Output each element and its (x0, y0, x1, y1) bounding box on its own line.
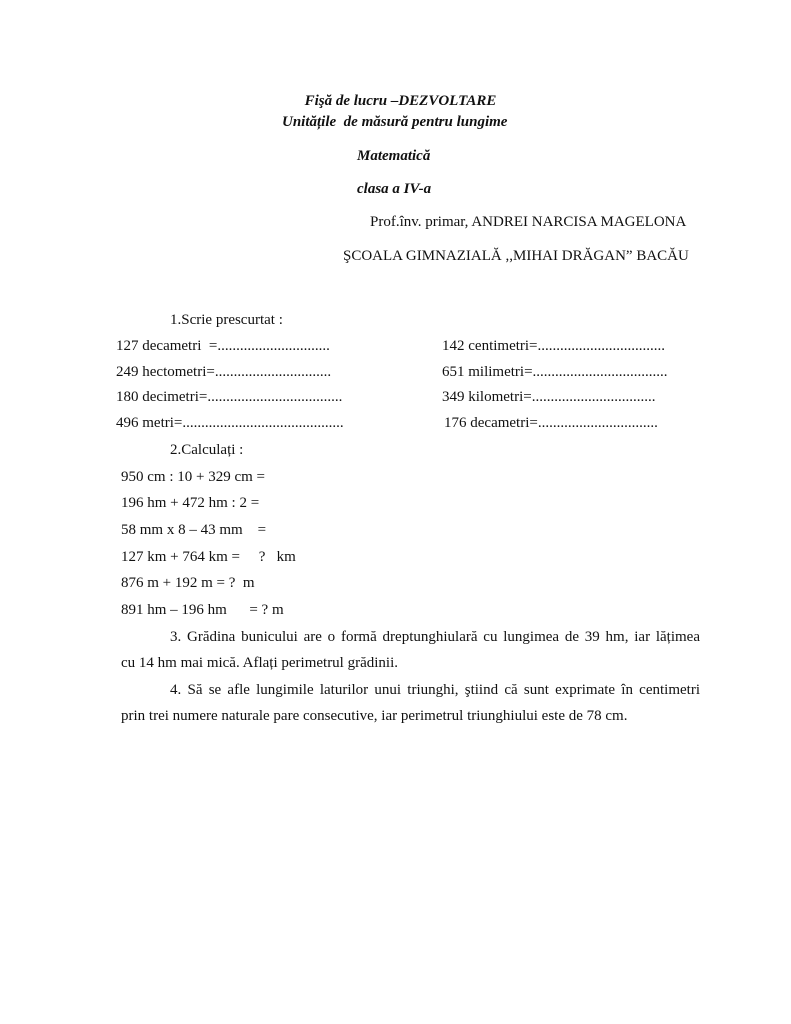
exercise-2-item: 196 hm + 472 hm : 2 = (121, 495, 260, 511)
school: ŞCOALA GIMNAZIALĂ ,,MIHAI DRĂGAN” BACĂU (343, 248, 689, 264)
exercise-2-item: 127 km + 764 km = ? km (121, 549, 296, 565)
exercise-2-item: 891 hm – 196 hm = ? m (121, 602, 284, 618)
worksheet-title (0, 92, 791, 110)
exercise-1-item: 127 decametri =.............................. (116, 338, 330, 354)
exercise-1-heading: 1.Scrie prescurtat : (170, 312, 283, 328)
worksheet-subtitle: Unitățile de măsură pentru lungime (282, 114, 508, 130)
title-text: Fişă de lucru –DEZVOLTARE (304, 93, 497, 109)
subject: Matematică (357, 148, 431, 164)
exercise-1-item: 496 metri=........................................... (116, 415, 344, 431)
grade: clasa a IV-a (357, 181, 432, 197)
exercise-1-item: 349 kilometri=................................. (442, 389, 656, 405)
exercise-3-line-1: 3. Grădina bunicului are o formă dreptunghiulară cu lungimea de 39 hm, iar lățimea (170, 629, 700, 645)
exercise-1-item: 176 decametri=................................ (444, 415, 658, 431)
exercise-1-item: 249 hectometri=............................... (116, 364, 332, 380)
exercise-3-line-2: cu 14 hm mai mică. Aflați perimetrul grădinii. (121, 655, 399, 671)
exercise-1-item: 142 centimetri=.................................. (442, 338, 666, 354)
exercise-2-item: 876 m + 192 m = ? m (121, 575, 255, 591)
exercise-1-item: 651 milimetri=.................................... (442, 364, 668, 380)
exercise-1-item: 180 decimetri=.................................... (116, 389, 343, 405)
exercise-4-line-1: 4. Să se afle lungimile laturilor unui triunghi, ştiind că sunt exprimate în centimetri (170, 682, 700, 698)
exercise-2-heading: 2.Calculați : (170, 442, 244, 458)
teacher: Prof.înv. primar, ANDREI NARCISA MAGELONA (370, 214, 687, 230)
exercise-4-line-2: prin trei numere naturale pare consecutive, iar perimetrul triunghiului este de 78 cm. (121, 708, 628, 724)
exercise-2-item: 950 cm : 10 + 329 cm = (121, 469, 265, 485)
exercise-2-item: 58 mm x 8 – 43 mm = (121, 522, 267, 538)
